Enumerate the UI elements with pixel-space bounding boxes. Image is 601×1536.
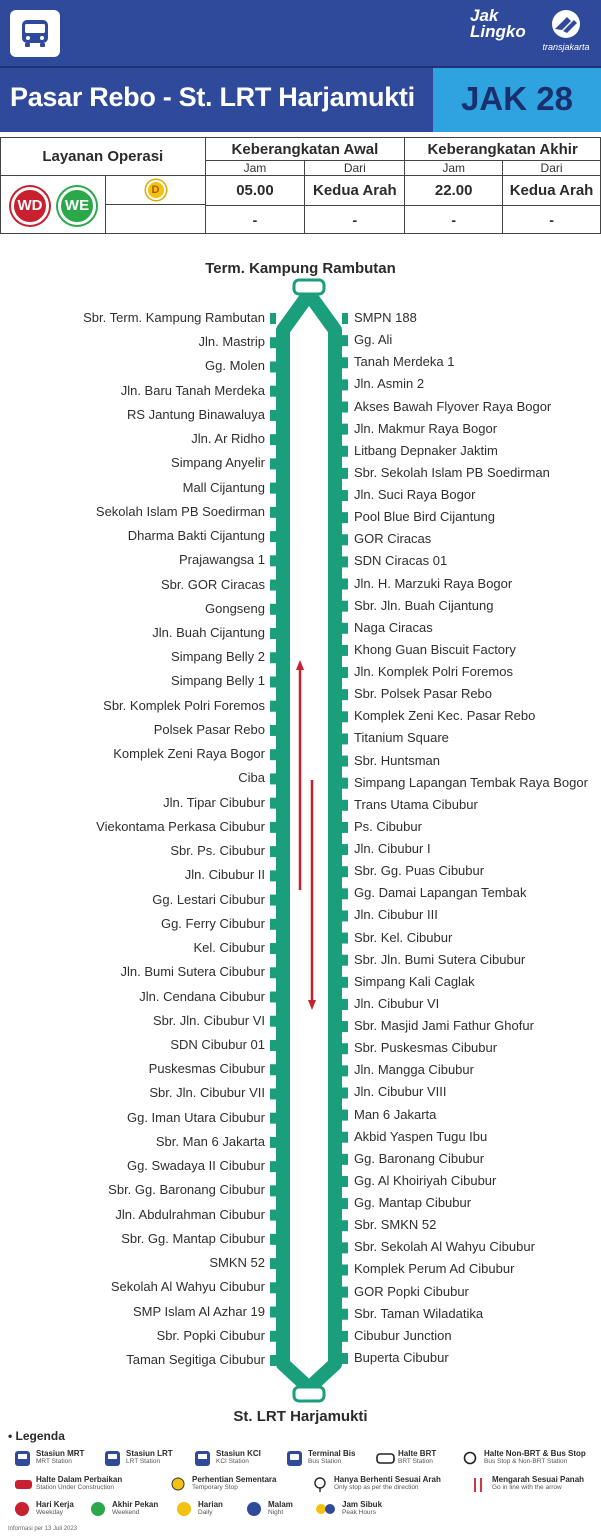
stop-label: Viekontama Perkasa Cibubur xyxy=(96,818,265,834)
legend-label: Halte Dalam Perbaikan xyxy=(36,1475,123,1484)
stop-marker xyxy=(270,580,276,591)
legend-sublabel: Peak Hours xyxy=(342,1509,376,1516)
stop-marker xyxy=(270,943,276,954)
stop-label: Litbang Depnaker Jaktim xyxy=(354,442,498,458)
daily-badge: D xyxy=(146,180,166,200)
stop-marker xyxy=(342,1242,348,1253)
stop-marker xyxy=(342,402,348,413)
stop-label: Jln. Cibubur VIII xyxy=(354,1084,447,1100)
stop-marker xyxy=(342,446,348,457)
stop-label: Akses Bawah Flyover Raya Bogor xyxy=(354,398,552,414)
brt-stop-icon xyxy=(376,1450,395,1467)
stop-label: Ps. Cibubur xyxy=(354,818,422,834)
stop-label: Jln. Komplek Polri Foremos xyxy=(354,664,513,680)
stop-label: Jln. Cibubur III xyxy=(354,907,438,923)
stop-marker xyxy=(342,579,348,590)
stop-marker xyxy=(270,846,276,857)
legend-label: Stasiun KCI xyxy=(216,1449,261,1458)
stop-label: Sbr. Sekolah Islam PB Soedirman xyxy=(354,464,550,480)
stop-marker xyxy=(270,870,276,881)
stop-marker xyxy=(270,725,276,736)
stop-marker xyxy=(342,357,348,368)
legend-sublabel: Bus Stop & Non-BRT Station xyxy=(484,1458,568,1465)
lrt-station-icon xyxy=(104,1450,123,1467)
stop-label: Cibubur Junction xyxy=(354,1327,452,1343)
stop-label: Jln. Cibubur II xyxy=(184,867,265,883)
last-from: Kedua Arah xyxy=(503,176,601,206)
stop-marker xyxy=(342,866,348,877)
stop-marker xyxy=(270,822,276,833)
stop-label: Akbid Yaspen Tugu Ibu xyxy=(354,1128,488,1144)
legend-label: Halte Non-BRT & Bus Stop xyxy=(484,1449,586,1458)
temporary-stop-icon xyxy=(170,1476,189,1493)
weekday-badge: WD xyxy=(11,187,49,225)
stop-label: Sbr. Jln. Cibubur VII xyxy=(149,1085,265,1101)
stop-marker xyxy=(342,733,348,744)
first-from: Kedua Arah xyxy=(305,176,405,206)
stop-label: Sbr. Sekolah Al Wahyu Cibubur xyxy=(354,1239,535,1255)
weekday-icon xyxy=(14,1501,33,1518)
stop-label: Buperta Cibubur xyxy=(354,1350,449,1365)
stop-marker xyxy=(270,555,276,566)
first-time: 05.00 xyxy=(205,176,305,206)
stop-label: Sbr. Man 6 Jakarta xyxy=(155,1133,265,1149)
stop-label: Jln. Asmin 2 xyxy=(354,376,425,392)
stop-label: Jln. Cibubur VI xyxy=(354,995,440,1011)
end-terminal-stop xyxy=(294,1387,324,1401)
stop-label: Simpang Kali Caglak xyxy=(354,973,475,989)
stop-label: SMPN 188 xyxy=(354,310,417,325)
stop-label: Jln. Cibubur I xyxy=(354,841,431,857)
first-departure-header: Keberangkatan Awal xyxy=(205,138,405,161)
stop-label: Jln. Suci Raya Bogor xyxy=(354,487,476,503)
stop-marker xyxy=(342,1065,348,1076)
legend-sublabel: MRT Station xyxy=(36,1458,72,1465)
route-title-bar xyxy=(0,66,601,132)
stop-label: Gg. Ferry Cibubur xyxy=(160,915,265,931)
stop-marker xyxy=(270,1137,276,1148)
stop-marker xyxy=(342,933,348,944)
jam-label: Jam xyxy=(205,161,305,176)
route-code-badge xyxy=(433,68,601,132)
start-terminal: Term. Kampung Rambutan xyxy=(205,260,396,277)
route-code: JAK 28 xyxy=(461,80,573,117)
stop-marker xyxy=(342,1220,348,1231)
stop-label: Simpang Anyelir xyxy=(171,455,265,471)
stop-label: Simpang Belly 1 xyxy=(171,673,265,689)
legend-sublabel: Go in line with the arrow xyxy=(492,1484,562,1491)
stop-label: Sbr. Gg. Mantap Cibubur xyxy=(121,1230,265,1246)
stop-marker xyxy=(342,822,348,833)
stop-marker xyxy=(270,337,276,348)
stop-label: Gg. Iman Utara Cibubur xyxy=(126,1109,265,1125)
stop-label: Gg. Swadaya II Cibubur xyxy=(126,1158,265,1174)
stop-label: Sbr. Jln. Buah Cijantung xyxy=(354,597,494,613)
stop-marker xyxy=(270,967,276,978)
stop-label: Komplek Zeni Kec. Pasar Rebo xyxy=(354,708,536,724)
stop-marker xyxy=(342,1287,348,1298)
legend-sublabel: LRT Station xyxy=(126,1458,161,1465)
stop-label: Sbr. Gg. Baronang Cibubur xyxy=(108,1182,265,1198)
stop-label: Tanah Merdeka 1 xyxy=(354,354,455,370)
stop-label: Prajawangsa 1 xyxy=(179,552,265,568)
stop-marker xyxy=(270,992,276,1003)
legend-label: Jam Sibuk xyxy=(342,1500,383,1509)
stop-label: Simpang Lapangan Tembak Raya Bogor xyxy=(354,774,588,790)
construction-stop-icon xyxy=(14,1476,33,1493)
stop-marker xyxy=(270,458,276,469)
last-departure-header: Keberangkatan Akhir xyxy=(405,138,601,161)
stop-marker xyxy=(270,483,276,494)
stop-label: Titanium Square xyxy=(354,730,449,746)
stop-marker xyxy=(270,1113,276,1124)
stop-marker xyxy=(342,888,348,899)
stop-marker xyxy=(342,1087,348,1098)
footnote: Informasi per 13 Juli 2023 xyxy=(8,1526,78,1532)
legend-label: Harian xyxy=(198,1500,223,1509)
direction-arrow-down xyxy=(308,780,316,1010)
stop-label: Gg. Ali xyxy=(354,332,393,348)
arrow-direction-icon xyxy=(470,1476,489,1493)
stop-label: Simpang Belly 2 xyxy=(171,649,265,665)
legend-label: Hanya Berhenti Sesuai Arah xyxy=(334,1475,441,1484)
direction-stop-icon xyxy=(312,1476,331,1493)
stop-marker xyxy=(342,999,348,1010)
stop-marker xyxy=(342,800,348,811)
stop-label: Puskesmas Cibubur xyxy=(148,1061,265,1077)
stop-label: Komplek Perum Ad Cibubur xyxy=(354,1261,515,1277)
legend-label: Halte BRT xyxy=(398,1449,437,1458)
stop-label: Gongseng xyxy=(205,600,265,616)
bus-icon xyxy=(10,10,60,57)
stop-label: Sbr. Gg. Puas Cibubur xyxy=(354,863,485,879)
mrt-station-icon xyxy=(14,1450,33,1467)
stop-marker xyxy=(342,667,348,678)
stop-marker xyxy=(270,701,276,712)
kci-station-icon xyxy=(194,1450,213,1467)
stop-label: Polsek Pasar Rebo xyxy=(153,721,265,737)
stop-label: Sbr. Taman Wiladatika xyxy=(354,1305,484,1321)
stop-marker xyxy=(270,1064,276,1075)
transjakarta-logo: transjakarta xyxy=(536,8,596,58)
stop-marker xyxy=(270,1040,276,1051)
stop-marker xyxy=(342,556,348,567)
stop-marker xyxy=(342,1353,348,1364)
stop-marker xyxy=(342,844,348,855)
route-name: Pasar Rebo - St. LRT Harjamukti xyxy=(10,82,415,112)
stop-label: Sbr. Huntsman xyxy=(354,752,440,768)
stop-marker xyxy=(342,689,348,700)
stop-marker xyxy=(342,512,348,523)
op-label: Layanan Operasi xyxy=(1,138,206,176)
stop-label: Jln. Buah Cijantung xyxy=(152,625,265,641)
stop-marker xyxy=(270,919,276,930)
first-from-alt: - xyxy=(305,206,405,234)
legend-sublabel: KCI Station xyxy=(216,1458,249,1465)
stop-marker xyxy=(342,534,348,545)
stop-marker xyxy=(270,1258,276,1269)
legend-sublabel: Temporary Stop xyxy=(192,1484,238,1491)
stop-marker xyxy=(270,628,276,639)
last-from-alt: - xyxy=(503,206,601,234)
stop-marker xyxy=(270,895,276,906)
stop-marker xyxy=(270,1210,276,1221)
stop-label: Khong Guan Biscuit Factory xyxy=(354,641,516,657)
stop-label: SDN Cibubur 01 xyxy=(170,1036,265,1052)
stop-marker xyxy=(342,490,348,501)
stop-marker xyxy=(342,778,348,789)
stop-label: GOR Ciracas xyxy=(354,531,432,547)
stop-label: Sbr. Masjid Jami Fathur Ghofur xyxy=(354,1018,534,1034)
stop-label: Komplek Zeni Raya Bogor xyxy=(113,746,265,762)
stop-label: Jln. Bumi Sutera Cibubur xyxy=(120,964,265,980)
bus-terminal-icon xyxy=(286,1450,305,1467)
end-terminal: St. LRT Harjamukti xyxy=(233,1408,368,1425)
stop-label: GOR Popki Cibubur xyxy=(354,1283,469,1299)
stop-marker xyxy=(342,1264,348,1275)
stop-marker xyxy=(270,1016,276,1027)
daily-icon xyxy=(176,1501,195,1518)
stop-label: Sbr. Jln. Bumi Sutera Cibubur xyxy=(354,951,526,967)
stop-label: Sekolah Islam PB Soedirman xyxy=(95,503,265,519)
stop-marker xyxy=(342,1021,348,1032)
weekend-badge: WE xyxy=(58,187,96,225)
legend-label: Malam xyxy=(268,1500,293,1509)
stop-marker xyxy=(342,379,348,390)
stop-marker xyxy=(270,1088,276,1099)
stop-label: Sbr. Kel. Cibubur xyxy=(354,929,453,945)
stop-label: Taman Segitiga Cibubur xyxy=(126,1352,265,1367)
stop-label: Ciba xyxy=(238,770,265,786)
dari-label: Dari xyxy=(503,161,601,176)
stop-label: Gg. Damai Lapangan Tembak xyxy=(354,885,527,901)
stop-marker xyxy=(270,1331,276,1342)
weekend-icon xyxy=(90,1501,109,1518)
legend-sublabel: Weekend xyxy=(112,1509,140,1516)
stop-label: Jln. Ar Ridho xyxy=(191,431,265,447)
legend-sublabel: Station Under Construction xyxy=(36,1484,115,1491)
stop-marker xyxy=(342,1043,348,1054)
legend-label: Hari Kerja xyxy=(36,1500,74,1509)
stop-marker xyxy=(342,1110,348,1121)
stop-label: Sbr. Polsek Pasar Rebo xyxy=(354,686,493,702)
legend-label: Mengarah Sesuai Panah xyxy=(492,1475,585,1484)
stop-marker xyxy=(342,1198,348,1209)
stop-label: RS Jantung Binawaluya xyxy=(126,406,265,422)
stop-marker xyxy=(342,623,348,634)
legend-title: • Legenda xyxy=(8,1429,65,1443)
stop-label: Sbr. Puskesmas Cibubur xyxy=(354,1040,498,1056)
stop-label: Pool Blue Bird Cijantung xyxy=(354,509,495,525)
night-icon xyxy=(246,1501,265,1518)
stop-label: Sbr. Jln. Cibubur VI xyxy=(153,1012,265,1028)
peak-hours-icon xyxy=(316,1501,338,1518)
stop-label: Jln. Mastrip xyxy=(198,334,265,350)
legend-sublabel: Weekday xyxy=(36,1509,63,1516)
stop-marker xyxy=(270,434,276,445)
stop-marker xyxy=(270,604,276,615)
stop-label: Mall Cijantung xyxy=(182,479,265,495)
legend-sublabel: BRT Station xyxy=(398,1458,433,1465)
stop-label: Gg. Baronang Cibubur xyxy=(354,1150,485,1166)
stop-marker xyxy=(342,955,348,966)
stop-label: Gg. Mantap Cibubur xyxy=(354,1195,472,1211)
stop-marker xyxy=(270,410,276,421)
stop-marker xyxy=(342,756,348,767)
stop-label: Sbr. Term. Kampung Rambutan xyxy=(83,310,265,325)
stop-label: Jln. Baru Tanah Merdeka xyxy=(120,382,265,398)
stop-marker xyxy=(342,1176,348,1187)
stop-label: Sbr. Ps. Cibubur xyxy=(170,843,265,859)
legend-label: Akhir Pekan xyxy=(112,1500,159,1509)
stop-marker xyxy=(342,313,348,324)
last-time-alt: - xyxy=(405,206,503,234)
stop-marker xyxy=(342,335,348,346)
stop-label: Gg. Al Khoiriyah Cibubur xyxy=(354,1172,497,1188)
stop-marker xyxy=(270,1307,276,1318)
stop-label: SDN Ciracas 01 xyxy=(354,553,448,569)
stop-marker xyxy=(342,1309,348,1320)
stop-label: Sbr. Komplek Polri Foremos xyxy=(103,697,265,713)
stop-label: Jln. Tipar Cibubur xyxy=(163,794,265,810)
first-time-alt: - xyxy=(205,206,305,234)
legend-sublabel: Night xyxy=(268,1509,284,1516)
stop-label: Jln. Cendana Cibubur xyxy=(139,988,265,1004)
dari-label: Dari xyxy=(305,161,405,176)
stop-label: Gg. Lestari Cibubur xyxy=(152,891,265,907)
stop-label: Jln. Makmur Raya Bogor xyxy=(354,420,498,436)
legend-label: Stasiun MRT xyxy=(36,1449,85,1458)
stop-marker xyxy=(342,1154,348,1165)
stop-marker xyxy=(342,468,348,479)
stop-marker xyxy=(270,652,276,663)
stop-marker xyxy=(270,798,276,809)
stop-marker xyxy=(342,910,348,921)
stop-marker xyxy=(342,601,348,612)
legend-sublabel: Bus Station xyxy=(308,1458,342,1465)
stop-marker xyxy=(270,361,276,372)
stop-label: Sbr. SMKN 52 xyxy=(354,1217,437,1233)
stop-marker xyxy=(270,1282,276,1293)
stop-label: Dharma Bakti Cijantung xyxy=(127,528,265,544)
direction-arrow-up xyxy=(296,660,304,890)
stop-marker xyxy=(270,507,276,518)
stop-label: Kel. Cibubur xyxy=(193,940,265,956)
stop-marker xyxy=(270,1234,276,1245)
legend-sublabel: Only stop as per the direction xyxy=(334,1484,419,1491)
jaklingko-logo: Jak Lingko xyxy=(470,6,526,41)
stop-marker xyxy=(342,424,348,435)
stop-marker xyxy=(270,773,276,784)
jam-label: Jam xyxy=(405,161,503,176)
stop-marker xyxy=(342,645,348,656)
stop-label: SMKN 52 xyxy=(209,1255,265,1271)
legend-label: Perhentian Sementara xyxy=(192,1475,277,1484)
legend-label: Terminal Bis xyxy=(308,1449,356,1458)
stop-label: SMP Islam Al Azhar 19 xyxy=(133,1303,265,1319)
schedule-table xyxy=(0,137,601,234)
stop-label: Sekolah Al Wahyu Cibubur xyxy=(110,1279,265,1295)
stop-label: Jln. H. Marzuki Raya Bogor xyxy=(354,575,513,591)
stop-label: Trans Utama Cibubur xyxy=(354,796,478,812)
stop-marker xyxy=(270,313,276,324)
stop-marker xyxy=(270,1355,276,1366)
stop-label: Gg. Molen xyxy=(205,358,265,374)
stop-marker xyxy=(270,1161,276,1172)
stop-marker xyxy=(342,977,348,988)
start-terminal-stop xyxy=(294,280,324,294)
stop-label: Jln. Abdulrahman Cibubur xyxy=(115,1206,265,1222)
stop-label: Sbr. GOR Ciracas xyxy=(160,576,265,592)
stop-marker xyxy=(270,531,276,542)
stop-marker xyxy=(270,676,276,687)
stop-marker xyxy=(342,1132,348,1143)
last-time: 22.00 xyxy=(405,176,503,206)
stop-marker xyxy=(342,1331,348,1342)
stop-marker xyxy=(270,1185,276,1196)
stop-label: Sbr. Popki Cibubur xyxy=(156,1327,265,1343)
stop-label: Jln. Mangga Cibubur xyxy=(354,1062,474,1078)
legend-sublabel: Daily xyxy=(198,1509,213,1516)
stop-marker xyxy=(342,711,348,722)
top-bar xyxy=(0,0,601,66)
stop-marker xyxy=(270,386,276,397)
stop-marker xyxy=(270,749,276,760)
stop-label: Naga Ciracas xyxy=(354,619,433,635)
bus-stop-icon xyxy=(462,1450,481,1467)
stop-label: Man 6 Jakarta xyxy=(354,1106,437,1122)
service-badges xyxy=(1,176,206,234)
legend-label: Stasiun LRT xyxy=(126,1449,173,1458)
